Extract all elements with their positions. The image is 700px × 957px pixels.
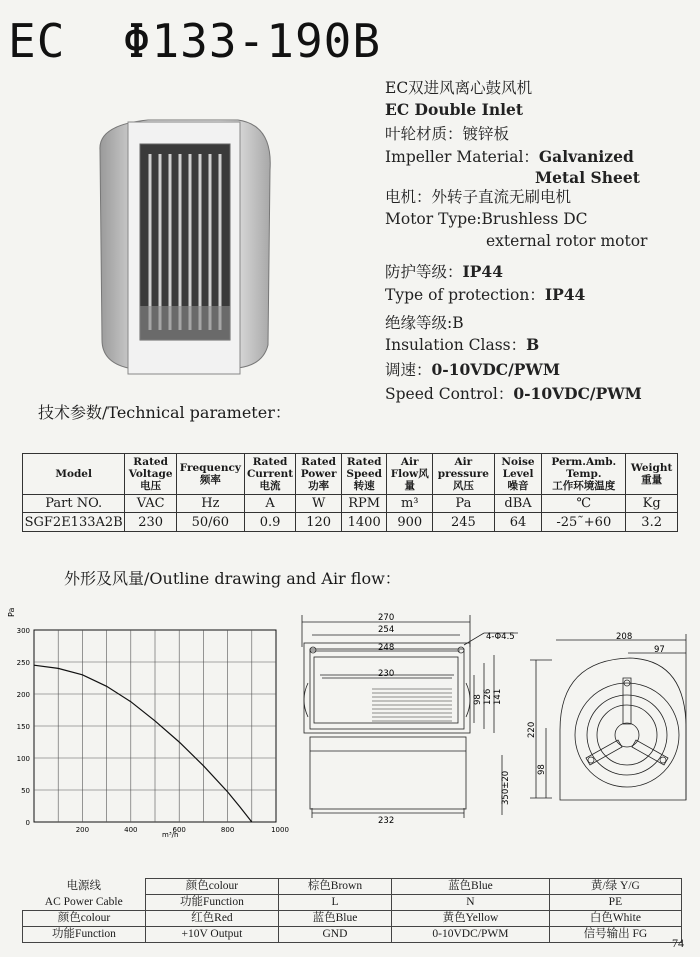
param-unit-cell: m³ [387,495,433,513]
param-header-cell [494,454,542,495]
param-header-line: 噪音 [507,480,529,492]
param-unit-cell: dBA [494,495,542,513]
param-header-line: Rated [301,456,336,468]
param-header-cell [626,454,678,495]
param-header-cell [23,454,125,495]
chart-x-tick-label: 400 [124,826,138,834]
param-header-line: 量 [404,480,415,492]
fan-product-photo [88,110,278,380]
param-value-cell: 120 [296,513,342,532]
wire-row-3 [23,911,682,927]
wire-row-2 [23,895,682,911]
speed-control-cn: 调速：0-10VDC/PWM [385,360,560,379]
chart-x-tick-label: 800 [220,826,235,834]
param-header-line: Rated [346,456,382,468]
param-value-cell: 64 [494,513,542,532]
wire-cell: 功能Function [146,895,279,911]
chart-x-tick-label: 200 [75,826,90,834]
param-header-cell [341,454,387,495]
motor-type-en-2: external rotor motor [486,232,648,250]
chart-y-tick-label: 0 [25,819,30,827]
chart-x-tick-label: 600 [172,826,186,834]
speed-control-en: Speed Control：0-10VDC/PWM [385,384,642,403]
dim-248: 248 [378,643,395,653]
wire-label: 电源线 [66,880,101,892]
wire-row-4 [23,927,682,943]
dim-350: 350±20 [501,770,511,805]
param-header-cell [433,454,495,495]
wire-label: 颜色colour [23,911,146,927]
param-header-line: Model [55,468,92,480]
chart-x-ticks [76,826,289,834]
param-value-cell: 230 [125,513,177,532]
param-unit-cell: RPM [341,495,387,513]
motor-type-cn: 电机：外转子直流无刷电机 [385,188,572,206]
param-header-line: 电流 [259,480,281,492]
product-type-en: EC Double Inlet [385,100,524,119]
param-unit-cell: Pa [433,495,495,513]
motor-type-en: Motor Type:Brushless DC [385,210,588,228]
param-header-line: Air [454,456,473,468]
param-header-line: Air [400,456,419,468]
wire-cell: L [278,895,391,911]
param-value-cell: -25˜+60 [542,513,626,532]
param-header-line: Rated [252,456,288,468]
protection-en: Type of protection：IP44 [385,285,586,304]
dim-98-front: 98 [473,694,483,705]
param-header-line: Speed [346,468,382,480]
insulation-en: Insulation Class：B [385,335,540,354]
wire-cell: 红色Red [146,911,279,927]
chart-y-ticks [17,627,30,827]
chart-y-tick-label: 100 [16,755,30,763]
chart-grid [34,630,276,822]
airflow-curve [34,665,252,822]
wire-cell: 白色White [549,911,681,927]
param-value-cell: 900 [387,513,433,532]
param-header-line: 电压 [140,480,162,492]
wire-row-1 [23,879,682,895]
param-header-line: Noise [501,456,535,468]
technical-parameter-heading: 技术参数/Technical parameter： [38,403,291,422]
param-unit-cell: A [244,495,296,513]
chart-y-tick-label: 250 [16,659,30,667]
param-header-cell [542,454,626,495]
param-header-line: Power [300,468,337,480]
impeller-material-cn: 叶轮材质：镀锌板 [385,125,510,143]
param-header-line: 工作环境温度 [552,480,616,492]
param-header-line: 功率 [308,480,330,492]
dim-126: 126 [483,688,493,705]
param-unit-cell: VAC [125,495,177,513]
chart-y-tick-label: 50 [21,787,30,795]
param-unit-cell: Hz [176,495,244,513]
wire-cell: 棕色Brown [278,879,391,895]
dim-220: 220 [527,721,537,738]
protection-cn: 防护等级：IP44 [385,262,503,281]
wire-cell: 蓝色Blue [278,911,391,927]
param-value-cell: 245 [433,513,495,532]
param-value-cell: 1400 [341,513,387,532]
param-header-cell [244,454,296,495]
wire-cell: 颜色colour [146,879,279,895]
dim-230: 230 [378,669,395,679]
param-header-line: 重量 [641,474,663,486]
param-header-cell [296,454,342,495]
wire-label: AC Power Cable [44,895,123,908]
param-header-line: Perm.Amb. [551,456,617,468]
dim-270: 270 [378,613,395,623]
chart-y-tick-label: 300 [16,627,30,635]
param-header-cell [125,454,177,495]
wire-cell: PE [549,895,681,911]
param-unit-cell: Part NO. [23,495,125,513]
product-type-cn: EC双进风离心鼓风机 [385,79,533,97]
insulation-cn: 绝缘等级:B [385,314,464,332]
wire-cell: 蓝色Blue [392,879,550,895]
param-header-line: 转速 [353,480,375,492]
wire-cell: GND [278,927,391,943]
params-value-row [23,513,678,532]
wire-label: 功能Function [23,927,146,943]
outline-heading: 外形及风量/Outline drawing and Air flow： [64,569,401,588]
impeller-material-en: Impeller Material：Galvanized [385,147,634,166]
param-header-line: Flow风 [390,468,429,480]
dim-97: 97 [654,645,665,655]
param-unit-cell: ℃ [542,495,626,513]
param-header-line: Rated [133,456,168,468]
dim-208: 208 [616,632,633,642]
param-header-line: Frequency [179,462,241,474]
param-header-line: pressure [437,468,489,480]
wiring-table [22,878,682,943]
params-header-row [23,454,678,495]
wire-cell: 黄色Yellow [392,911,550,927]
wire-cell: N [392,895,550,911]
airflow-chart [0,600,300,850]
chart-y-tick-label: 200 [16,691,30,699]
wire-cell: 0-10VDC/PWM [392,927,550,943]
wire-cell: +10V Output [146,927,279,943]
param-header-line: Weight [630,462,673,474]
front-outline-drawing [292,605,524,830]
param-header-line: Level [502,468,534,480]
chart-y-tick-label: 150 [16,723,30,731]
wire-cell: 黄/绿 Y/G [549,879,681,895]
param-unit-cell: Kg [626,495,678,513]
technical-parameter-table [22,453,678,532]
page-title: EC Φ133-190B [8,14,382,68]
param-value-cell: 0.9 [244,513,296,532]
dim-254: 254 [378,625,395,635]
param-header-line: Voltage [128,468,173,480]
param-header-line: 频率 [199,474,221,486]
chart-ylabel: Pa [7,607,16,617]
param-value-cell: 3.2 [626,513,678,532]
param-header-line: Temp. [566,468,602,480]
param-value-cell: 50/60 [176,513,244,532]
params-unit-row [23,495,678,513]
chart-xlabel: m³/h [162,831,179,839]
dim-141: 141 [493,688,503,705]
dim-232: 232 [378,816,395,826]
impeller-material-en-2: Metal Sheet [535,168,640,187]
page-number: 74 [672,936,684,950]
chart-x-tick-label: 1000 [271,826,289,834]
param-value-cell: SGF2E133A2B [23,513,125,532]
param-header-cell [387,454,433,495]
side-outline-drawing [522,630,694,820]
param-unit-cell: W [296,495,342,513]
param-header-cell [176,454,244,495]
dim-holes: 4-Φ4.5 [486,632,515,642]
wire-cell: 信号输出 FG [549,927,681,943]
param-header-line: Current [246,468,294,480]
param-header-line: 风压 [452,480,474,492]
dim-98-side: 98 [537,764,547,775]
